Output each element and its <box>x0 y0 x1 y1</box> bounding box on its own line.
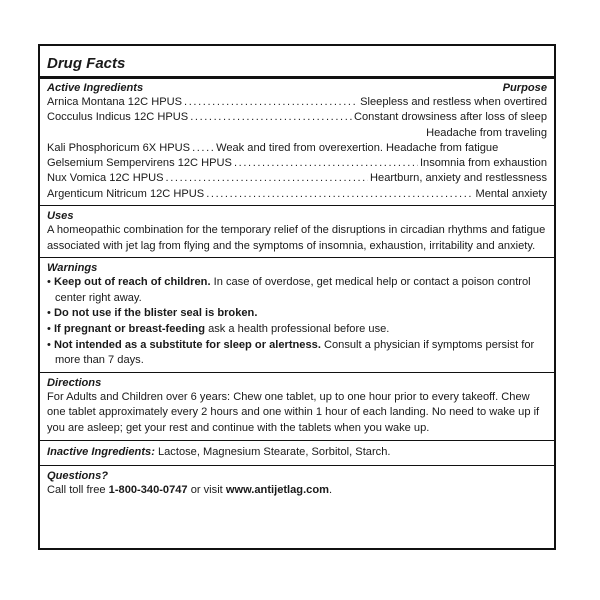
purpose-heading: Purpose <box>502 82 547 94</box>
questions-section <box>47 466 547 502</box>
ingredient-purpose: Constant drowsiness after loss of sleep <box>353 111 547 124</box>
ingredient-purpose: Heartburn, anxiety and restlessness <box>370 172 547 185</box>
panel-title: Drug Facts <box>47 55 126 72</box>
ingredient-purpose-continued: Headache from traveling <box>426 126 547 139</box>
warning-bold: Keep out of reach of children. <box>53 276 211 289</box>
ingredient-purpose: Weak and tired from overexertion. Headache from fatigue <box>216 141 499 154</box>
directions-text: For Adults and Children over 6 years: Chew one tablet, up to one hour prior to every takeoff. Chew one tablet approximately every 2 hours and one within 1 hour of each landing. No need to wake up if you are asleep; get your rest and continue with the tablets when you wake up. <box>47 390 540 435</box>
warning-text: Consult a physician if symptoms persist for more than 7 days. <box>55 338 535 367</box>
ingredient-row <box>47 141 547 156</box>
ingredient-row <box>47 171 547 186</box>
ingredient-purpose: Sleepless and restless when overtired <box>360 96 547 108</box>
ingredient-row <box>47 95 547 110</box>
ingredient-row <box>47 187 547 202</box>
directions-section <box>47 373 547 440</box>
warning-item: • Not intended as a substitute for sleep or alertness. Consult a physician if symptoms persist for more than 7 days. <box>47 338 535 367</box>
questions-middle: or visit <box>187 484 226 497</box>
website-url: www.antijetlag.com <box>225 484 329 497</box>
warning-bold: Not intended as a substitute for sleep or alertness. <box>53 338 321 351</box>
questions-heading: Questions? <box>47 470 109 483</box>
leader-dots <box>184 95 358 110</box>
questions-text <box>47 483 547 499</box>
ingredient-name: Cocculus Indicus 12C HPUS <box>47 111 189 124</box>
warning-text: ask a health professional before use. <box>204 323 390 336</box>
leader-dots <box>190 110 352 125</box>
warning-item: • Do not use if the blister seal is broken. <box>47 307 258 320</box>
leader-dots <box>234 156 418 171</box>
uses-section <box>47 206 547 257</box>
title-divider <box>40 76 554 79</box>
active-ingredients-section <box>47 81 547 205</box>
leader-dots <box>206 187 473 202</box>
ingredient-row <box>47 110 547 125</box>
inactive-ingredients-text: Lactose, Magnesium Stearate, Sorbitol, Starch. <box>154 445 391 458</box>
leader-dots <box>166 171 368 186</box>
warnings-section <box>47 258 547 372</box>
warning-item: • Keep out of reach of children. In case of overdose, get medical help or contact a poison control center right away. <box>47 276 531 304</box>
warnings-heading: Warnings <box>47 262 98 275</box>
warning-bold: If pregnant or breast-feeding <box>53 323 205 336</box>
active-ingredients-heading: Active Ingredients <box>47 82 144 94</box>
ingredient-name: Kali Phosphoricum 6X HPUS <box>47 141 191 154</box>
drug-facts-panel <box>38 44 556 550</box>
ingredient-purpose: Insomnia from exhaustion <box>419 157 547 170</box>
leader-dots <box>192 141 214 156</box>
ingredient-row <box>47 156 547 171</box>
uses-heading: Uses <box>47 210 74 223</box>
inactive-ingredients-heading: Inactive Ingredients: <box>47 445 155 458</box>
questions-suffix: . <box>328 484 333 497</box>
inactive-ingredients-section <box>47 441 547 466</box>
ingredient-name: Gelsemium Sempervirens 12C HPUS <box>47 157 232 170</box>
ingredient-name: Arnica Montana 12C HPUS <box>47 96 183 108</box>
ingredient-purpose: Mental anxiety <box>475 187 547 200</box>
active-ingredients-header <box>47 81 547 95</box>
directions-heading: Directions <box>47 376 102 389</box>
ingredient-name: Nux Vomica 12C HPUS <box>47 172 164 185</box>
uses-text: A homeopathic combination for the temporary relief of the disruptions in circadian rhythms and fatigue associated with jet lag from flying and the symptoms of insomnia, exhaustion, irritability and anxiety. <box>47 224 546 252</box>
phone-number: 1-800-340-0747 <box>108 484 188 497</box>
warning-bold: Do not use if the blister seal is broken. <box>53 307 258 320</box>
warning-text: In case of overdose, get medical help or contact a poison control center right away. <box>55 276 531 304</box>
questions-prefix: Call toll free <box>47 484 109 497</box>
ingredient-name: Argenticum Nitricum 12C HPUS <box>47 187 205 200</box>
warning-item: • If pregnant or breast-feeding ask a health professional before use. <box>47 323 390 336</box>
